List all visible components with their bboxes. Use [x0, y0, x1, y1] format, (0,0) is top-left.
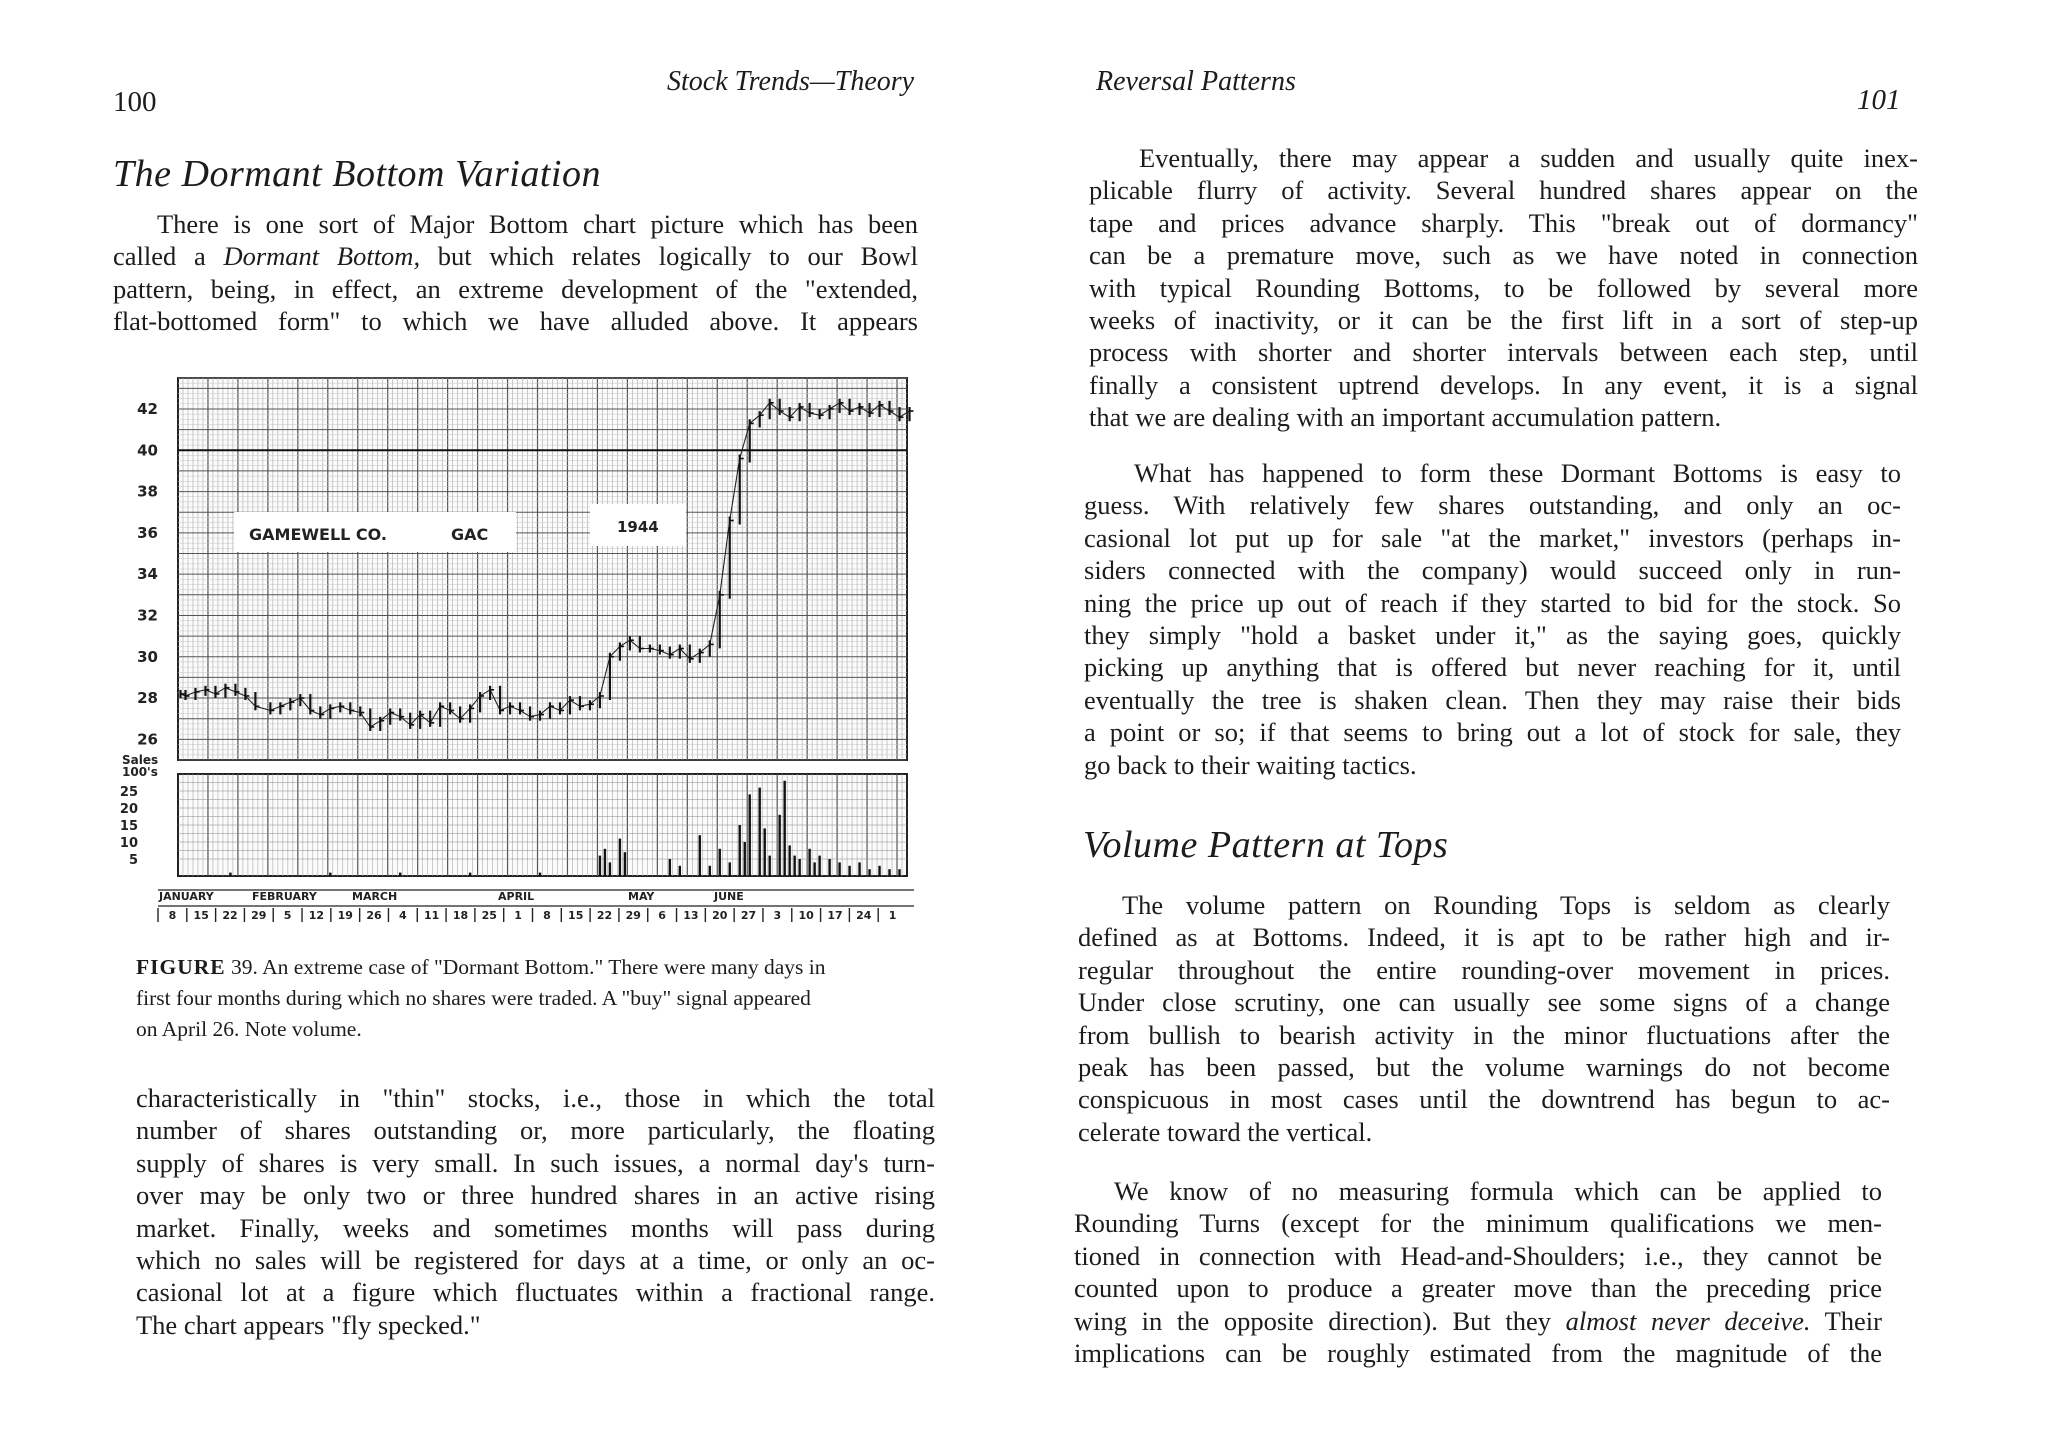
text-line: that we are dealing with an important accumulation pattern.: [1089, 402, 1722, 433]
text-line: which no sales will be registered for days at a time, or only an oc-: [136, 1245, 935, 1276]
text-line: weeks of inactivity, or it can be the first lift in a sort of step-up: [1089, 305, 1918, 336]
text-line: siders connected with the company) would succeed only in run-: [1084, 555, 1901, 586]
text-line: tape and prices advance sharply. This "break out of dormancy": [1089, 207, 1918, 238]
week-tick-label: 15: [568, 909, 584, 922]
price-tick-label: 40: [137, 441, 158, 460]
volume-tick-label: 5: [128, 853, 138, 868]
volume-axis-label-line: 100's: [122, 765, 158, 779]
chart-year: 1944: [617, 518, 659, 536]
figure-label: FIGURE: [136, 955, 226, 979]
text-line: regular throughout the entire rounding-over movement in prices.: [1078, 954, 1890, 985]
text-line: plicable flurry of activity. Several hundred shares appear on the: [1089, 175, 1918, 206]
price-tick-label: 42: [137, 399, 158, 418]
section-heading: Volume Pattern at Tops: [1083, 824, 1449, 866]
week-tick-label: 29: [251, 909, 267, 922]
price-tick-label: 30: [137, 647, 158, 666]
chart-title: GAMEWELL CO.: [249, 525, 387, 544]
week-tick-label: 26: [366, 909, 382, 922]
text-line: We know of no measuring formula which can be applied to: [1114, 1176, 1882, 1206]
month-label: MAY: [628, 890, 655, 903]
text-line: There is one sort of Major Bottom chart picture which has been: [157, 209, 918, 239]
text-line: called a Dormant Bottom, but which relates logically to our Bowl: [113, 241, 918, 272]
figure-caption: [136, 952, 926, 1045]
volume-tick-label: 10: [119, 836, 138, 851]
price-volume-chart: [114, 364, 926, 926]
week-tick-label: 8: [168, 909, 177, 922]
right-page: [1024, 0, 2048, 1448]
text-line: supply of shares is very small. In such issues, a normal day's turn-: [136, 1147, 935, 1178]
week-tick-label: 1: [514, 909, 522, 922]
price-tick-label: 28: [137, 689, 158, 708]
text-line: conspicuous in most cases until the downtrend has begun to ac-: [1078, 1084, 1890, 1115]
section-heading: The Dormant Bottom Variation: [113, 153, 601, 195]
week-tick-label: 3: [773, 909, 782, 922]
text-line: go back to their waiting tactics.: [1084, 749, 1417, 780]
text-line: can be a premature move, such as we have noted in connection: [1089, 240, 1918, 271]
month-label: JUNE: [714, 890, 744, 903]
week-tick-label: 11: [424, 909, 440, 922]
page-number: 101: [1857, 84, 1901, 116]
chart-ticker: GAC: [451, 525, 489, 544]
month-label: JANUARY: [159, 890, 214, 903]
text-line: flat-bottomed form" to which we have alluded above. It appears: [113, 306, 918, 337]
volume-tick-label: 25: [119, 785, 138, 800]
running-head: Reversal Patterns: [1096, 66, 1296, 97]
body-paragraph-1: [1089, 142, 1918, 434]
price-tick-label: 36: [137, 523, 158, 542]
text-line: guess. With relatively few shares outstanding, and only an oc-: [1084, 490, 1901, 521]
price-tick-label: 34: [137, 565, 158, 584]
caption-line: 39. An extreme case of "Dormant Bottom." There were many days in: [231, 955, 826, 979]
month-label: MARCH: [352, 890, 398, 903]
text-line: characteristically in "thin" stocks, i.e., those in which the total: [136, 1083, 935, 1113]
caption-line: on April 26. Note volume.: [136, 1017, 362, 1041]
volume-tick-label: 15: [119, 819, 138, 834]
page-number: 100: [113, 86, 157, 118]
week-tick-label: 8: [543, 909, 551, 922]
text-line: number of shares outstanding or, more particularly, the floating: [136, 1115, 935, 1146]
week-tick-label: 22: [222, 909, 238, 922]
body-paragraph-2: [1084, 457, 1901, 781]
week-tick-label: 13: [683, 909, 699, 922]
text-line: casional lot at a figure which fluctuates within a fractional range.: [136, 1277, 935, 1308]
week-tick-label: 12: [308, 909, 325, 922]
text-line: Rounding Turns (except for the minimum qualifications we men-: [1074, 1208, 1882, 1239]
text-line: defined as at Bottoms. Indeed, it is apt to be rather high and ir-: [1078, 922, 1890, 953]
body-paragraph-2: [136, 1082, 935, 1341]
week-tick-label: 29: [625, 909, 641, 922]
week-tick-label: 17: [827, 909, 843, 922]
text-line: eventually the tree is shaken clean. Then they may raise their bids: [1084, 684, 1901, 715]
text-line: Under close scrutiny, one can usually see some signs of a change: [1078, 987, 1890, 1018]
running-head: Stock Trends—Theory: [667, 66, 915, 97]
text-line: from bullish to bearish activity in the minor fluctuations after the: [1078, 1019, 1890, 1050]
body-paragraph-1: [113, 208, 918, 338]
week-tick-label: 4: [399, 909, 407, 922]
volume-axis-label-line: Sales: [122, 753, 159, 767]
week-tick-label: 20: [712, 909, 728, 922]
text-line: pattern, being, in effect, an extreme development of the "extended,: [113, 273, 918, 304]
text-line: wing in the opposite direction). But they almost never deceive. Their: [1074, 1305, 1882, 1336]
text-line: finally a consistent uptrend develops. In any event, it is a signal: [1089, 369, 1918, 400]
text-line: The chart appears "fly specked.": [136, 1309, 481, 1340]
text-line: process with shorter and shorter intervals between each step, until: [1089, 337, 1918, 368]
body-paragraph-4: [1074, 1175, 1882, 1369]
text-line: counted upon to produce a greater move than the preceding price: [1074, 1273, 1882, 1304]
body-paragraph-3: [1078, 889, 1890, 1148]
price-tick-label: 38: [137, 482, 158, 501]
week-tick-label: 22: [596, 909, 613, 922]
text-line: The volume pattern on Rounding Tops is seldom as clearly: [1122, 890, 1890, 920]
week-tick-label: 27: [740, 909, 757, 922]
text-line: What has happened to form these Dormant Bottoms is easy to: [1134, 458, 1901, 488]
text-line: market. Finally, weeks and sometimes months will pass during: [136, 1212, 935, 1243]
week-tick-label: 19: [337, 909, 353, 922]
week-tick-label: 1: [888, 909, 897, 922]
week-tick-label: 10: [798, 909, 814, 922]
text-line: they simply "hold a basket under it," as the saying goes, quickly: [1084, 620, 1901, 651]
week-tick-label: 6: [658, 909, 666, 922]
text-line: casional lot put up for sale "at the market," investors (perhaps in-: [1084, 522, 1901, 553]
month-label: APRIL: [498, 890, 535, 903]
week-tick-label: 18: [452, 909, 469, 922]
text-line: ning the price up out of reach if they started to bid for the stock. So: [1084, 587, 1901, 618]
text-line: a point or so; if that seems to bring out a lot of stock for sale, they: [1084, 717, 1901, 748]
price-tick-label: 26: [137, 730, 158, 749]
week-tick-label: 25: [481, 909, 497, 922]
text-line: celerate toward the vertical.: [1078, 1116, 1373, 1147]
week-tick-label: 15: [193, 909, 209, 922]
text-line: picking up anything that is offered but never reaching for it, until: [1084, 652, 1901, 683]
text-line: tioned in connection with Head-and-Shoulders; i.e., they cannot be: [1074, 1240, 1882, 1271]
text-line: with typical Rounding Bottoms, to be followed by several more: [1089, 272, 1918, 303]
price-tick-label: 32: [137, 606, 158, 625]
text-line: implications can be roughly estimated from the magnitude of the: [1074, 1338, 1882, 1369]
month-label: FEBRUARY: [252, 890, 317, 903]
text-line: Eventually, there may appear a sudden and usually quite inex-: [1139, 143, 1918, 173]
text-line: peak has been passed, but the volume warnings do not become: [1078, 1052, 1890, 1083]
caption-line: first four months during which no shares were traded. A "buy" signal appeared: [136, 986, 811, 1010]
week-tick-label: 5: [283, 909, 292, 922]
week-tick-label: 24: [856, 909, 872, 922]
text-line: over may be only two or three hundred shares in an active rising: [136, 1180, 935, 1211]
volume-tick-label: 20: [119, 802, 138, 817]
